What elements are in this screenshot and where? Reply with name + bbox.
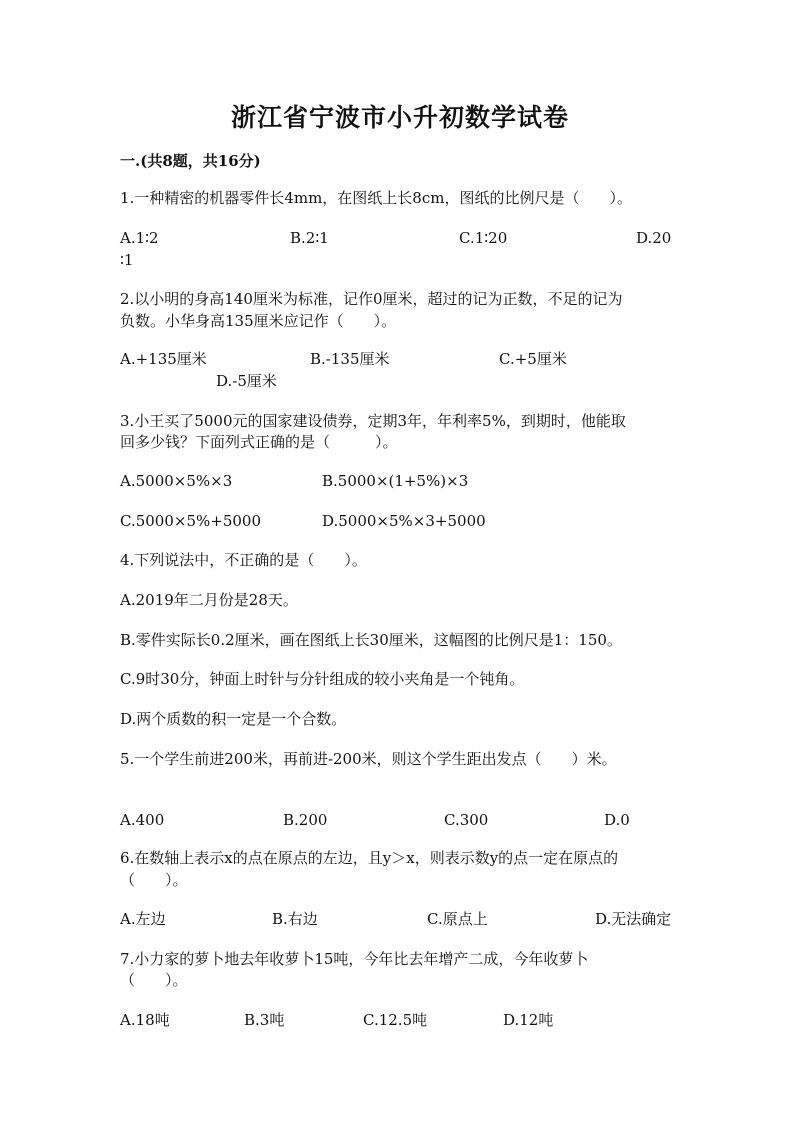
q3-option-a[interactable]: A.5000×5%×3 [120, 472, 233, 490]
question-1-text: 1.一种精密的机器零件长4mm，在图纸上长8cm，图纸的比例尺是（ ）。 [120, 189, 632, 207]
q5-option-d[interactable]: D.0 [604, 811, 630, 829]
question-7-line-2: （ ）。 [120, 971, 188, 989]
q5-option-b[interactable]: B.200 [283, 811, 328, 829]
q7-option-a[interactable]: A.18吨 [120, 1011, 170, 1029]
q1-option-c[interactable]: C.1∶20 [459, 229, 508, 247]
q4-option-c[interactable]: C.9时30分，钟面上时针与分针组成的较小夹角是一个钝角。 [120, 670, 525, 688]
q2-option-b[interactable]: B.-135厘米 [310, 350, 390, 368]
q5-option-a[interactable]: A.400 [120, 811, 165, 829]
q1-option-d-continued: ∶1 [120, 251, 134, 269]
q3-option-d[interactable]: D.5000×5%×3+5000 [322, 512, 486, 530]
question-5-text: 5.一个学生前进200米，再前进-200米，则这个学生距出发点（ ）米。 [120, 750, 617, 768]
q6-option-a[interactable]: A.左边 [120, 910, 166, 928]
q4-option-a[interactable]: A.2019年二月份是28天。 [120, 591, 298, 609]
question-2-line-2: 负数。小华身高135厘米应记作（ ）。 [120, 312, 397, 330]
question-3-line-1: 3.小王买了5000元的国家建设债券，定期3年，年利率5%，到期时，他能取 [120, 412, 626, 430]
question-2-line-1: 2.以小明的身高140厘米为标准，记作0厘米，超过的记为正数，不足的记为 [120, 290, 623, 308]
q7-option-b[interactable]: B.3吨 [244, 1011, 285, 1029]
question-6-line-1: 6.在数轴上表示x的点在原点的左边，且y＞x，则表示数y的点一定在原点的 [120, 849, 619, 867]
q4-option-d[interactable]: D.两个质数的积一定是一个合数。 [120, 710, 347, 728]
q6-option-b[interactable]: B.右边 [272, 910, 318, 928]
q2-option-c[interactable]: C.+5厘米 [499, 350, 567, 368]
q7-option-d[interactable]: D.12吨 [503, 1011, 554, 1029]
section-heading: 一.(共8题，共16分) [120, 152, 261, 170]
question-4-text: 4.下列说法中，不正确的是（ ）。 [120, 551, 367, 569]
q3-option-b[interactable]: B.5000×(1+5%)×3 [322, 472, 469, 490]
q6-option-d[interactable]: D.无法确定 [595, 910, 672, 928]
q7-option-c[interactable]: C.12.5吨 [363, 1011, 428, 1029]
q3-option-c[interactable]: C.5000×5%+5000 [120, 512, 261, 530]
q2-option-a[interactable]: A.+135厘米 [120, 350, 207, 368]
question-7-line-1: 7.小力家的萝卜地去年收萝卜15吨，今年比去年增产二成，今年收萝卜 [120, 950, 589, 968]
q6-option-c[interactable]: C.原点上 [427, 910, 488, 928]
question-3-line-2: 回多少钱？下面列式正确的是（ ）。 [120, 433, 398, 451]
page-title: 浙江省宁波市小升初数学试卷 [230, 103, 569, 132]
q5-option-c[interactable]: C.300 [444, 811, 489, 829]
q1-option-b[interactable]: B.2∶1 [290, 229, 329, 247]
q2-option-d[interactable]: D.-5厘米 [216, 372, 277, 390]
q4-option-b[interactable]: B.零件实际长0.2厘米，画在图纸上长30厘米，这幅图的比例尺是1：150。 [120, 631, 622, 649]
question-6-line-2: （ ）。 [120, 871, 188, 889]
q1-option-d[interactable]: D.20 [636, 229, 672, 247]
q1-option-a[interactable]: A.1∶2 [120, 229, 159, 247]
